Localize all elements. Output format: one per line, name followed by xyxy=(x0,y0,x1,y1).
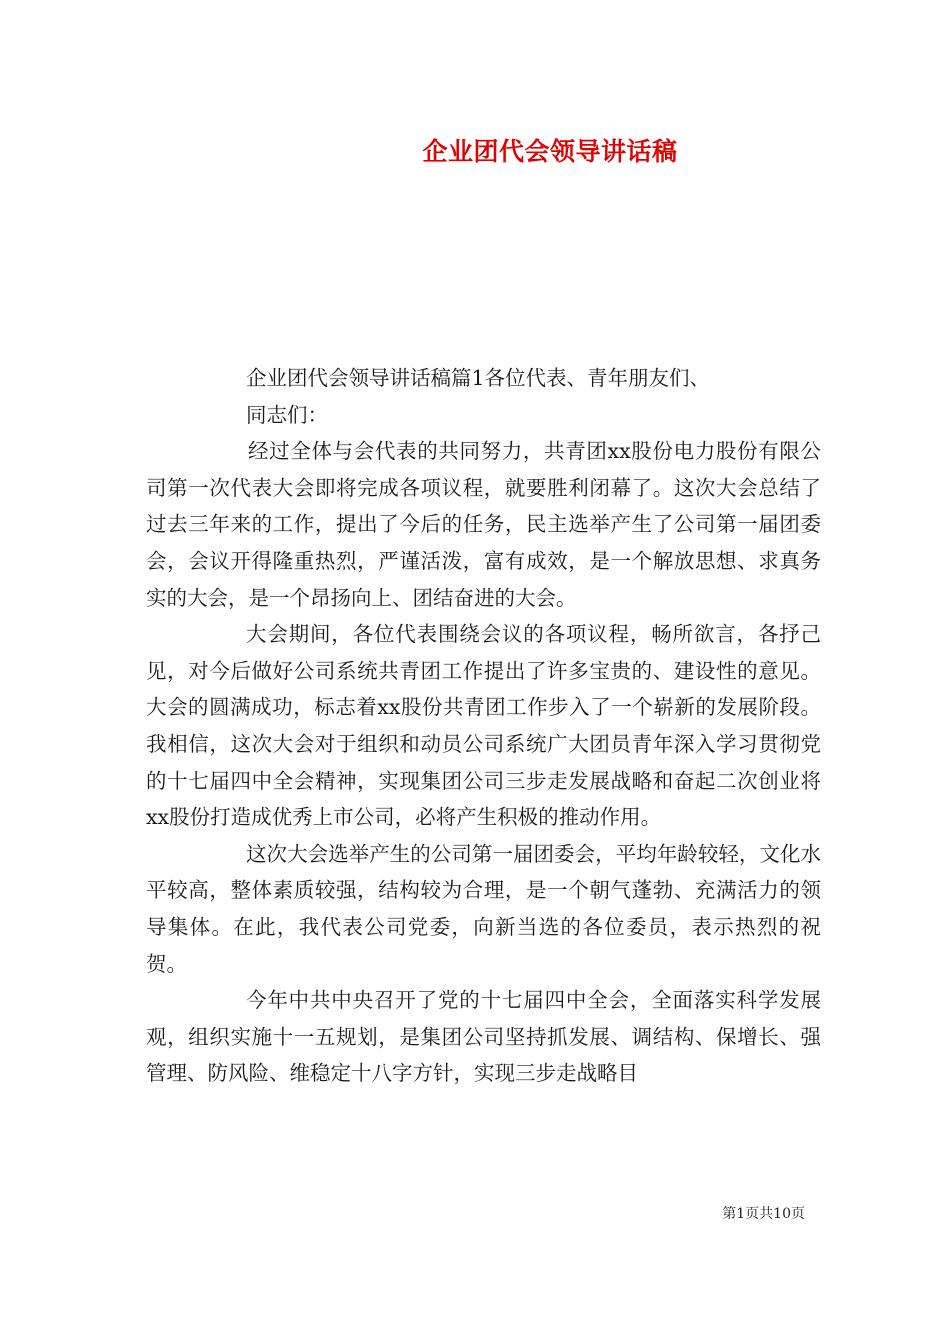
intro-line: 企业团代会领导讲话稿篇1各位代表、青年朋友们、 xyxy=(246,366,711,390)
document-title: 企业团代会领导讲话稿 xyxy=(422,137,678,166)
body-paragraph: 这次大会选举产生的公司第一届团委会，平均年龄较轻，文化水平较高，整体素质较强，结构较为合理，是一个朝气蓬勃、充满活力的领导集体。在此，我代表公司党委，向新当选的各位委员，表示热烈的祝贺。 xyxy=(146,841,821,976)
body-paragraph: 今年中共中央召开了党的十七届四中全会，全面落实科学发展观，组织实施十一五规划，是集团公司坚持抓发展、调结构、保增长、强管理、防风险、维稳定十八字方针，实现三步走战略目 xyxy=(146,988,821,1086)
salutation-line: 同志们： xyxy=(246,402,328,427)
page-number: 第1页共10页 xyxy=(722,1206,805,1222)
body-paragraph: 大会期间，各位代表围绕会议的各项议程，畅所欲言，各抒己见，对今后做好公司系统共青团工作提出了许多宝贵的、建设性的意见。大会的圆满成功，标志着xx股份共青团工作步入了一个崭新的发展阶段。我相信，这次大会对于组织和动员公司系统广大团员青年深入学习贯彻党的十七届四中全会精神，实现集团公司三步走发展战略和奋起二次创业将xx股份打造成优秀上市公司，必将产生积极的推动作用。 xyxy=(146,622,821,830)
document-body xyxy=(146,360,821,1092)
body-paragraph: 经过全体与会代表的共同努力，共青团xx股份电力股份有限公司第一次代表大会即将完成各项议程，就要胜利闭幕了。这次大会总结了过去三年来的工作，提出了今后的任务，民主选举产生了公司第一届团委会，会议开得隆重热烈，严谨活泼，富有成效，是一个解放思想、求真务实的大会，是一个昂扬向上、团结奋进的大会。 xyxy=(146,439,821,610)
